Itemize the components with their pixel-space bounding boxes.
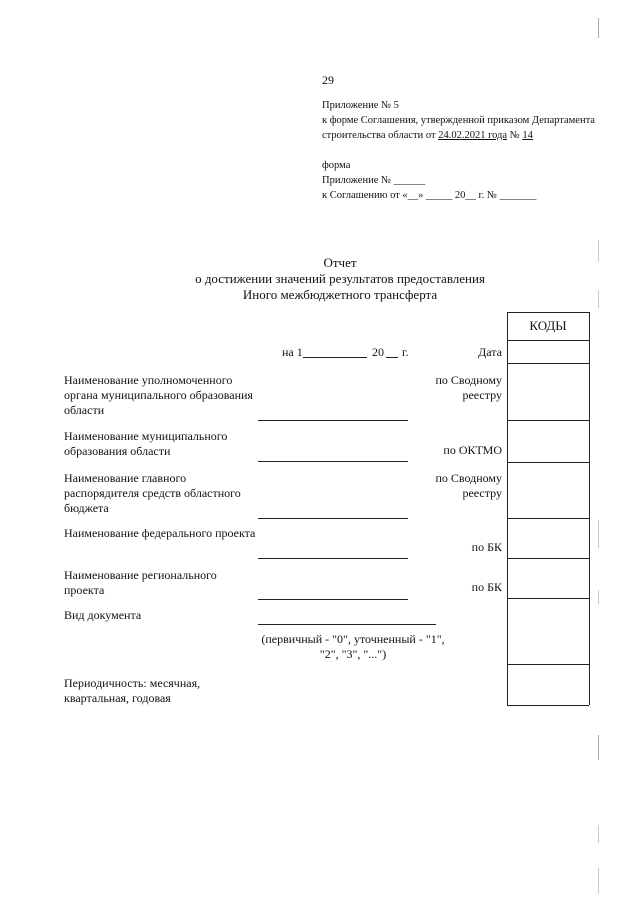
row-code-label: по Сводному реестру xyxy=(435,373,502,402)
scan-mark xyxy=(598,590,599,604)
row-name-municipality: Наименование муниципального образования области xyxy=(64,429,228,458)
appendix-date: 24.02.2021 года xyxy=(438,130,508,141)
row-fill-line xyxy=(258,420,408,421)
appendix-number: 14 xyxy=(522,130,533,141)
document-type-hint: (первичный - "0", уточненный - "1", "2", "3", "...") xyxy=(261,632,445,661)
table-left-border xyxy=(507,312,508,705)
row-code-label: по ОКТМО xyxy=(443,443,502,457)
appendix-block xyxy=(322,98,622,143)
date-year-underline xyxy=(386,357,398,358)
row-name-federal-project: Наименование федерального проекта xyxy=(64,526,256,540)
table-bottom-border xyxy=(507,705,589,706)
form-block xyxy=(322,158,602,203)
form-line-1: форма xyxy=(322,160,351,171)
row-fill-line xyxy=(258,599,408,600)
row-name-authority: Наименование уполномоченного органа муниципального образования области xyxy=(64,373,253,417)
appendix-line-2: к форме Соглашения, утвержденной приказом Департамента xyxy=(322,115,595,126)
table-line xyxy=(507,598,589,599)
title-line-1: Отчет xyxy=(323,255,357,270)
scan-mark xyxy=(598,735,599,760)
row-fill-line xyxy=(258,461,408,462)
title-line-3: Иного межбюджетного трансферта xyxy=(242,287,438,302)
scan-mark xyxy=(598,520,599,548)
date-label: Дата xyxy=(478,345,502,359)
row-code-label: по БК xyxy=(471,580,502,594)
row-name-main-manager: Наименование главного распорядителя средств областного бюджета xyxy=(64,471,241,515)
row-code-label: по Сводному реестру xyxy=(435,471,502,500)
report-title xyxy=(160,255,520,303)
date-left: на 1 xyxy=(282,345,303,359)
table-right-border xyxy=(589,312,590,705)
scan-mark xyxy=(598,240,599,262)
periodicity-label: Периодичность: месячная, квартальная, годовая xyxy=(64,676,201,705)
date-day-underline xyxy=(303,357,367,358)
codes-header: КОДЫ xyxy=(529,318,567,333)
scan-mark xyxy=(598,868,599,894)
row-fill-line xyxy=(258,624,436,625)
table-line xyxy=(507,340,589,341)
table-line xyxy=(507,420,589,421)
scan-mark xyxy=(598,825,599,843)
page-number: 29 xyxy=(322,73,334,87)
scan-mark xyxy=(598,290,599,308)
title-line-2: о достижении значений результатов предоставления xyxy=(195,271,485,286)
table-line xyxy=(507,664,589,665)
row-name-regional-project: Наименование регионального проекта xyxy=(64,568,217,597)
table-line xyxy=(507,363,589,364)
table-top-border xyxy=(507,312,589,313)
table-line xyxy=(507,558,589,559)
scan-mark xyxy=(598,18,599,38)
appendix-line-1: Приложение № 5 xyxy=(322,100,399,111)
row-code-label: по БК xyxy=(471,540,502,554)
date-year: 20 xyxy=(372,345,384,359)
date-suffix: г. xyxy=(402,345,409,359)
form-line-3: к Соглашению от «__» _____ 20__ г. № _______ xyxy=(322,190,537,201)
form-line-2: Приложение № ______ xyxy=(322,175,426,186)
appendix-line-3: строительства области от 24.02.2021 года № 14 xyxy=(322,130,533,141)
row-name-document-type: Вид документа xyxy=(64,608,142,622)
table-line xyxy=(507,518,589,519)
table-line xyxy=(507,462,589,463)
row-fill-line xyxy=(258,558,408,559)
row-fill-line xyxy=(258,518,408,519)
